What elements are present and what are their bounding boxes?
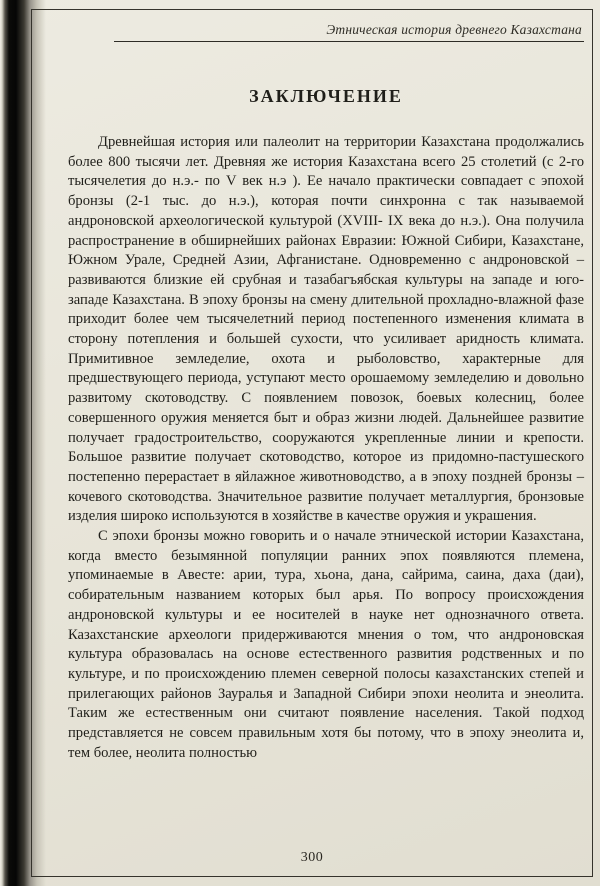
running-header-text: Этническая история древнего Казахстана bbox=[326, 22, 582, 37]
page-number: 300 bbox=[300, 850, 324, 865]
paragraph-1: Древнейшая история или палеолит на территории Казахстана продолжались более 800 тысячи лет. Древняя же история Казахстана всего 25 столетий (с 2-го тысячелетия до н.э.- по V век н.э ). Ее начало практически совпадает с эпохой бронзы (2-1 тыс. до н.э.), которая почти синхронна с так называемой андроновской археологической культурой (XVIII- IX века до н.э.). Она получила распространение в обширнейших районах Евразии: Южной Сибири, Казахстане, Южном Урале, Средней Азии, Афганистане. Одновременно с андроновской – развиваются близкие ей срубная и тазабагъябская культуры на западе и юго-западе Казахстана. В эпоху бронзы на смену длительной прохладно-влажной фазе приходит более чем тысячелетний период постепенного изменения климата в сторону потепления и большей сухости, что усиливает аридность климата. Примитивное земледелие, охота и рыболовство, характерные для предшествующего периода, уступают место орошаемому земледелию и довольно развитому скотоводству. С появлением повозок, боевых колесниц, более совершенного оружия меняется быт и образ жизни людей. Дальнейшее развитие получает градостроительство, сооружаются укрепленные линии и крепости. Большое развитие получает скотоводство, которое из придомно-пастушеского постепенно перерастает в яйлажное животноводство, а в эпоху поздней бронзы – кочевого скотоводства. Значительное развитие получает металлургия, бронзовые изделия широко используются в хозяйстве в качестве оружия и украшения. bbox=[68, 134, 584, 525]
chapter-title: ЗАКЛЮЧЕНИЕ bbox=[249, 86, 403, 106]
paragraph-2: С эпохи бронзы можно говорить и о начале этнической истории Казахстана, когда вместо безымянной популяции ранних эпох появляются племена, упоминаемые в Авесте: арии, тура, хьона, дана, сайрима, саина, даха (даи), собирательным названием которых был арья. По вопросу происхождения андроновской культуры и ее носителей в науке нет однозначного ответа. Казахстанские археологи придерживаются мнения о том, что андроновская культура образовалась на основе естественного развития родственных и по культуре, и по происхождению племен северной полосы казахстанских степей и прилегающих районов Зауралья и Западной Сибири эпохи неолита и энеолита. Таким же естественным они считают появление населения. Такой подход представляется не совсем правильным хотя бы потому, что в эпоху энеолита и, тем более, неолита полностью bbox=[68, 528, 584, 761]
page-frame bbox=[31, 9, 593, 877]
running-header bbox=[68, 22, 584, 38]
header-rule bbox=[114, 41, 584, 42]
